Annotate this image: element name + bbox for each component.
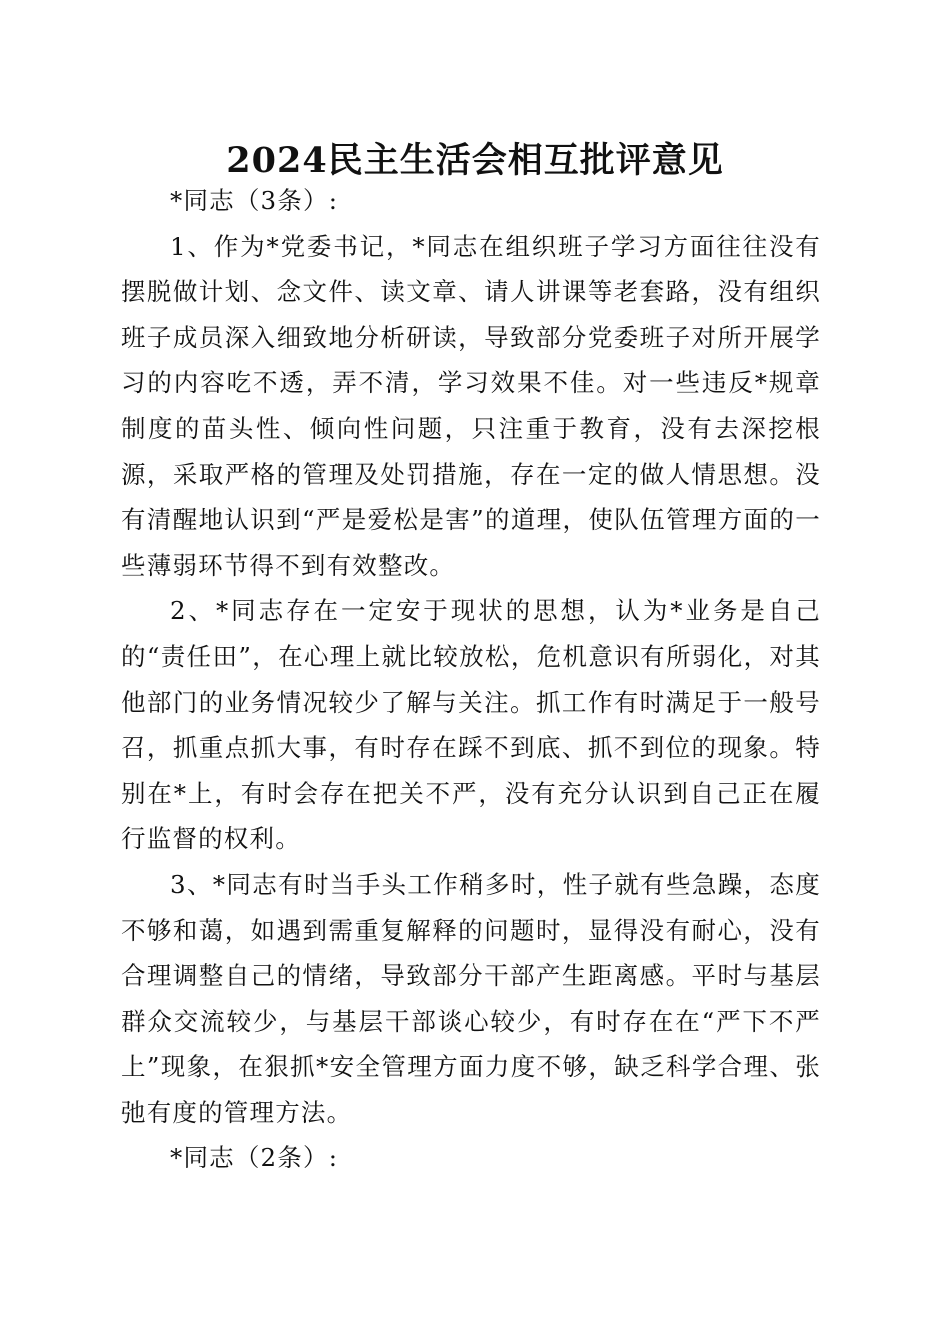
paragraph: 1、作为*党委书记，*同志在组织班子学习方面往往没有摆脱做计划、念文件、读文章、请人讲课等老套路，没有组织班子成员深入细致地分析研读，导致部分党委班子对所开展学习的内容吃不透，弄不清，学习效果不佳。对一些违反*规章制度的苗头性、倾向性问题，只注重于教育，没有去深挖根源，采取严格的管理及处罚措施，存在一定的做人情思想。没有清醒地认识到“严是爱松是害”的道理，使队伍管理方面的一些薄弱环节得不到有效整改。 [121,231,821,580]
document-title: 2024民主生活会相互批评意见 [226,140,724,181]
section-heading: *同志（3条）: [170,186,339,215]
document-body [121,178,821,1181]
paragraph: 2、*同志存在一定安于现状的思想，认为*业务是自己的“责任田”，在心理上就比较放松，危机意识有所弱化，对其他部门的业务情况较少了解与关注。抓工作有时满足于一般号召，抓重点抓大事，有时存在踩不到底、抓不到位的现象。特别在*上，有时会存在把关不严，没有充分认识到自己正在履行监督的权利。 [121,596,821,854]
section-heading: *同志（2条）: [170,1143,339,1173]
paragraph: 3、*同志有时当手头工作稍多时，性子就有些急躁，态度不够和蔼，如遇到需重复解释的问题时，显得没有耐心，没有合理调整自己的情绪，导致部分干部产生距离感。平时与基层群众交流较少，与基层干部谈心较少，有时存在在“严下不严上”现象，在狠抓*安全管理方面力度不够，缺乏科学合理、张弛有度的管理方法。 [121,869,821,1127]
